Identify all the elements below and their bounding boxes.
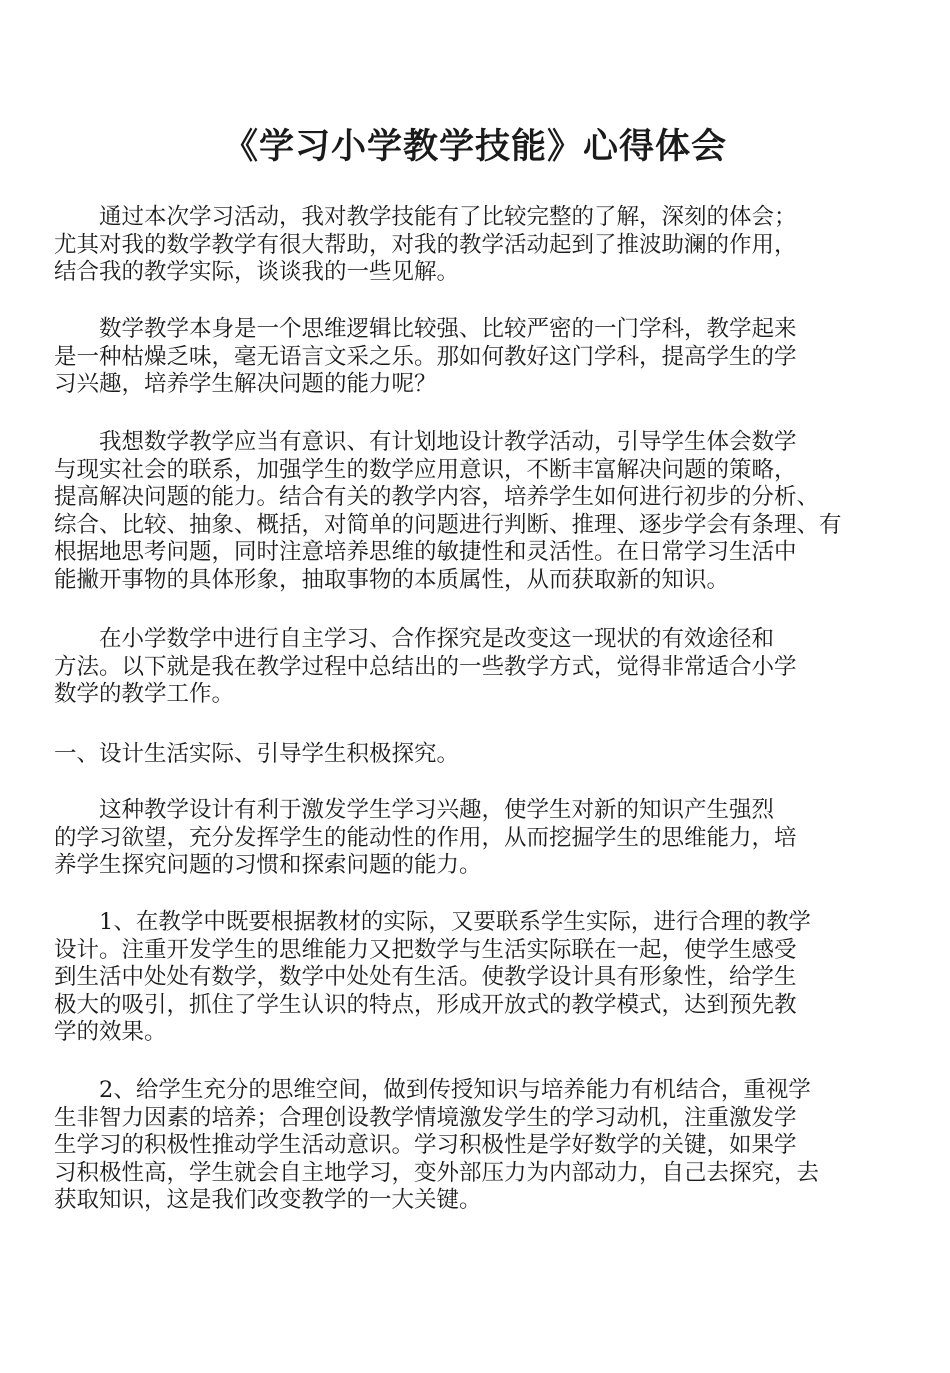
paragraph-design-benefit xyxy=(54,797,900,880)
paragraph-line: 这种教学设计有利于激发学生学习兴趣，使学生对新的知识产生强烈 xyxy=(54,797,775,823)
paragraph-line: 是一种枯燥乏味，毫无语言文采之乐。那如何教好这门学科，提高学生的学 xyxy=(54,343,797,370)
paragraph-line: 习积极性高，学生就会自主地学习，变外部压力为内部动力，自己去探究，去 xyxy=(54,1159,820,1186)
paragraph-line: 2、给学生充分的思维空间，做到传授知识与培养能力有机结合，重视学 xyxy=(54,1077,811,1103)
paragraph-methods-intro xyxy=(54,626,900,709)
paragraph-math-nature xyxy=(54,316,900,399)
paragraph-line: 我想数学教学应当有意识、有计划地设计教学活动，引导学生体会数学 xyxy=(54,429,797,455)
document-title: 《学习小学教学技能》心得体会 xyxy=(222,127,727,167)
paragraph-line: 生非智力因素的培养；合理创设教学情境激发学生的学习动机，注重激发学 xyxy=(54,1104,797,1131)
paragraph-line: 养学生探究问题的习惯和探索问题的能力。 xyxy=(54,852,482,878)
paragraph-line: 通过本次学习活动，我对教学技能有了比较完整的了解，深刻的体会； xyxy=(54,204,797,230)
paragraph-line: 设计。注重开发学生的思维能力又把数学与生活实际联在一起，使学生感受 xyxy=(54,936,797,963)
paragraph-line: 学的效果。 xyxy=(54,1019,167,1045)
paragraph-teaching-approach xyxy=(54,429,900,594)
paragraph-line: 到生活中处处有数学，数学中处处有生活。使教学设计具有形象性，给学生 xyxy=(54,964,797,990)
paragraph-line: 获取知识，这是我们改变教学的一大关键。 xyxy=(54,1187,482,1213)
paragraph-line: 习兴趣，培养学生解决问题的能力呢？ xyxy=(54,371,437,397)
paragraph-line: 结合我的教学实际，谈谈我的一些见解。 xyxy=(54,259,460,285)
paragraph-line: 数学的教学工作。 xyxy=(54,681,235,707)
paragraph-line: 1、在教学中既要根据教材的实际，又要联系学生实际，进行合理的教学 xyxy=(54,909,811,935)
paragraph-line: 能撇开事物的具体形象，抽取事物的本质属性，从而获取新的知识。 xyxy=(54,566,730,593)
paragraph-line: 根据地思考问题，同时注意培养思维的敏捷性和灵活性。在日常学习生活中 xyxy=(54,539,797,565)
paragraph-line: 在小学数学中进行自主学习、合作探究是改变这一现状的有效途径和 xyxy=(54,626,775,652)
paragraph-line: 的学习欲望，充分发挥学生的能动性的作用，从而挖掘学生的思维能力，培 xyxy=(54,824,797,851)
paragraph-line: 生学习的积极性推动学生活动意识。学习积极性是学好数学的关键，如果学 xyxy=(54,1132,797,1158)
paragraph-line: 综合、比较、抽象、概括，对简单的问题进行判断、推理、逐步学会有条理、有 xyxy=(54,511,842,538)
paragraph-point-2 xyxy=(54,1077,900,1215)
paragraph-line: 方法。以下就是我在教学过程中总结出的一些教学方式，觉得非常适合小学 xyxy=(54,653,797,680)
paragraph-line: 提高解决问题的能力。结合有关的教学内容，培养学生如何进行初步的分析、 xyxy=(54,484,820,510)
paragraph-line: 尤其对我的数学教学有很大帮助，对我的教学活动起到了推波助澜的作用， xyxy=(54,231,797,258)
section-heading: 一、设计生活实际、引导学生积极探究。 xyxy=(54,741,460,767)
paragraph-line: 数学教学本身是一个思维逻辑比较强、比较严密的一门学科，教学起来 xyxy=(54,316,797,342)
paragraph-point-1 xyxy=(54,909,900,1047)
paragraph-intro xyxy=(54,204,900,287)
paragraph-line: 与现实社会的联系，加强学生的数学应用意识，不断丰富解决问题的策略， xyxy=(54,456,797,483)
paragraph-line: 极大的吸引，抓住了学生认识的特点，形成开放式的教学模式，达到预先教 xyxy=(54,991,797,1018)
